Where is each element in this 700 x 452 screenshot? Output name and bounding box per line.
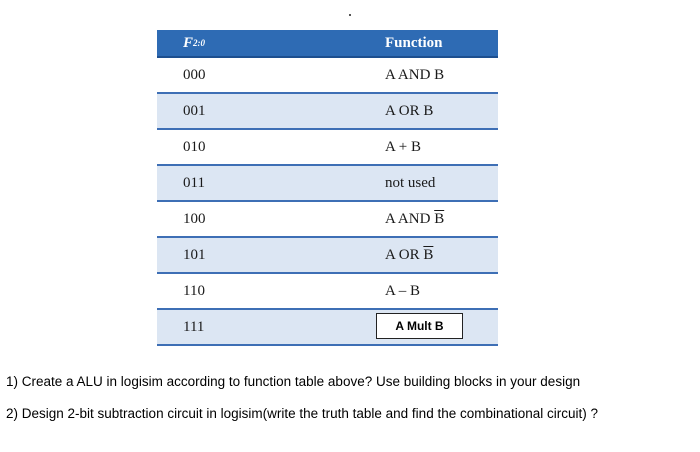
stray-mark	[349, 14, 351, 16]
table-row	[157, 166, 498, 202]
table-row	[157, 202, 498, 238]
table-row	[157, 58, 498, 94]
row-function-complement: $\overline{B}$	[423, 246, 434, 263]
row-function: A – B	[385, 282, 421, 299]
row-code: 011	[183, 174, 205, 191]
row-code: 001	[183, 102, 206, 119]
table-row	[157, 274, 498, 310]
row-function-complement: $\overline{B}$	[434, 210, 445, 227]
row-code: 101	[183, 246, 206, 263]
table-row	[157, 310, 498, 346]
row-function: A OR B	[385, 102, 434, 119]
header-code-subscript: 2:0	[193, 38, 206, 48]
row-code: 111	[183, 318, 205, 335]
row-code: 110	[183, 282, 205, 299]
row-function	[385, 202, 444, 236]
question-1: 1) Create a ALU in logisim according to function table above? Use building blocks in your design	[6, 374, 581, 389]
row-function: A + B	[385, 138, 421, 155]
row-function	[385, 238, 433, 272]
row-function: not used	[385, 174, 436, 191]
table-header	[157, 30, 498, 58]
header-code	[183, 30, 205, 56]
row-code: 000	[183, 66, 206, 83]
row-code: 100	[183, 210, 206, 227]
row-code: 010	[183, 138, 206, 155]
row-function-boxed: A Mult B	[376, 313, 463, 339]
question-2: 2) Design 2-bit subtraction circuit in logisim(write the truth table and find the combinational circuit) ?	[6, 406, 599, 421]
row-function-prefix: A AND	[385, 210, 435, 227]
header-function: Function	[385, 34, 443, 51]
row-function: A AND B	[385, 66, 445, 83]
table-row	[157, 130, 498, 166]
table-row	[157, 238, 498, 274]
row-function-prefix: A OR	[385, 246, 424, 263]
question-list	[6, 374, 598, 438]
table-row	[157, 94, 498, 130]
function-table	[157, 30, 498, 346]
header-code-label: F	[183, 34, 194, 51]
